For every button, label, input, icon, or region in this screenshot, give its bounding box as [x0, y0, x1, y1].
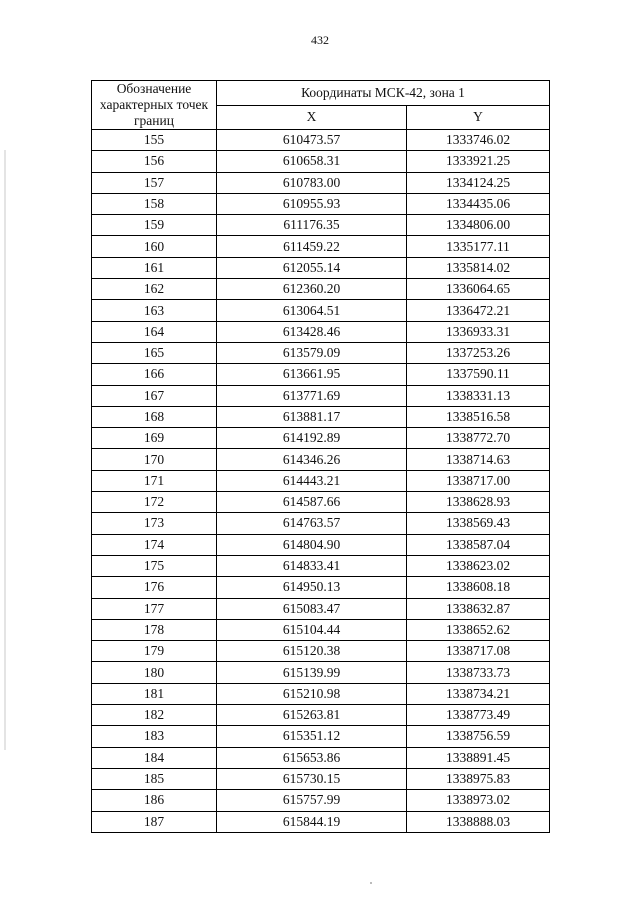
page-number: 432	[311, 33, 329, 47]
y-coordinate-cell: 1338569.43	[407, 513, 550, 534]
table-row	[92, 683, 550, 704]
y-coordinate-cell: 1337590.11	[407, 364, 550, 385]
y-coordinate-cell: 1338891.45	[407, 747, 550, 768]
x-coordinate-cell: 610783.00	[217, 172, 407, 193]
y-coordinate-cell: 1333921.25	[407, 151, 550, 172]
table-row	[92, 364, 550, 385]
x-coordinate-cell: 613064.51	[217, 300, 407, 321]
point-id-cell: 165	[92, 342, 217, 363]
y-coordinate-cell: 1338973.02	[407, 790, 550, 811]
table-row	[92, 768, 550, 789]
point-id-cell: 180	[92, 662, 217, 683]
x-coordinate-cell: 614587.66	[217, 492, 407, 513]
coordinates-table	[91, 80, 550, 833]
y-coordinate-cell: 1334806.00	[407, 215, 550, 236]
table-row	[92, 130, 550, 151]
scan-edge-shadow	[4, 150, 6, 750]
x-coordinate-cell: 611459.22	[217, 236, 407, 257]
x-coordinate-cell: 613579.09	[217, 342, 407, 363]
table-row	[92, 172, 550, 193]
y-coordinate-cell: 1338888.03	[407, 811, 550, 832]
y-coordinate-cell: 1338628.93	[407, 492, 550, 513]
table-row	[92, 726, 550, 747]
table-row	[92, 641, 550, 662]
point-id-cell: 156	[92, 151, 217, 172]
x-coordinate-cell: 615139.99	[217, 662, 407, 683]
point-id-cell: 171	[92, 470, 217, 491]
y-coordinate-cell: 1338773.49	[407, 705, 550, 726]
x-coordinate-cell: 615210.98	[217, 683, 407, 704]
point-id-cell: 173	[92, 513, 217, 534]
point-id-cell: 161	[92, 257, 217, 278]
point-id-cell: 187	[92, 811, 217, 832]
point-id-cell: 167	[92, 385, 217, 406]
point-id-cell: 172	[92, 492, 217, 513]
x-coordinate-cell: 615104.44	[217, 619, 407, 640]
point-id-cell: 179	[92, 641, 217, 662]
point-id-cell: 183	[92, 726, 217, 747]
table-row	[92, 449, 550, 470]
y-coordinate-cell: 1338608.18	[407, 577, 550, 598]
x-coordinate-cell: 614833.41	[217, 555, 407, 576]
table-row	[92, 492, 550, 513]
y-coordinate-cell: 1338516.58	[407, 406, 550, 427]
point-id-cell: 186	[92, 790, 217, 811]
point-id-cell: 160	[92, 236, 217, 257]
point-id-cell: 181	[92, 683, 217, 704]
y-coordinate-cell: 1337253.26	[407, 342, 550, 363]
point-id-cell: 185	[92, 768, 217, 789]
y-coordinate-cell: 1338652.62	[407, 619, 550, 640]
y-coordinate-cell: 1336472.21	[407, 300, 550, 321]
table-row	[92, 321, 550, 342]
table-row	[92, 279, 550, 300]
table-row	[92, 577, 550, 598]
table-row	[92, 811, 550, 832]
point-id-cell: 170	[92, 449, 217, 470]
x-coordinate-cell: 612360.20	[217, 279, 407, 300]
table-row	[92, 193, 550, 214]
y-coordinate-cell: 1338975.83	[407, 768, 550, 789]
point-id-cell: 163	[92, 300, 217, 321]
y-coordinate-cell: 1336933.31	[407, 321, 550, 342]
x-coordinate-cell: 615263.81	[217, 705, 407, 726]
table-row	[92, 342, 550, 363]
table-row	[92, 151, 550, 172]
x-coordinate-cell: 613428.46	[217, 321, 407, 342]
x-coordinate-cell: 610955.93	[217, 193, 407, 214]
y-coordinate-cell: 1338623.02	[407, 555, 550, 576]
point-id-cell: 169	[92, 428, 217, 449]
x-coordinate-cell: 612055.14	[217, 257, 407, 278]
y-coordinate-cell: 1338632.87	[407, 598, 550, 619]
table-row	[92, 598, 550, 619]
x-coordinate-cell: 615083.47	[217, 598, 407, 619]
y-coordinate-cell: 1333746.02	[407, 130, 550, 151]
table-row	[92, 300, 550, 321]
y-column-header: Y	[407, 105, 550, 130]
table-row	[92, 555, 550, 576]
point-id-cell: 157	[92, 172, 217, 193]
y-coordinate-cell: 1338733.73	[407, 662, 550, 683]
x-column-header: X	[217, 105, 407, 130]
point-id-cell: 158	[92, 193, 217, 214]
x-coordinate-cell: 613661.95	[217, 364, 407, 385]
point-id-cell: 184	[92, 747, 217, 768]
table-row	[92, 215, 550, 236]
table-row	[92, 406, 550, 427]
x-coordinate-cell: 615351.12	[217, 726, 407, 747]
y-coordinate-cell: 1338714.63	[407, 449, 550, 470]
table-row	[92, 236, 550, 257]
table-row	[92, 534, 550, 555]
x-coordinate-cell: 611176.35	[217, 215, 407, 236]
point-id-cell: 175	[92, 555, 217, 576]
y-coordinate-cell: 1338717.08	[407, 641, 550, 662]
point-id-cell: 178	[92, 619, 217, 640]
table-row	[92, 470, 550, 491]
y-coordinate-cell: 1335177.11	[407, 236, 550, 257]
point-id-cell: 177	[92, 598, 217, 619]
x-coordinate-cell: 614804.90	[217, 534, 407, 555]
x-coordinate-cell: 610658.31	[217, 151, 407, 172]
table-row	[92, 705, 550, 726]
x-coordinate-cell: 615757.99	[217, 790, 407, 811]
table-row	[92, 747, 550, 768]
point-id-cell: 176	[92, 577, 217, 598]
point-label-header: Обозначение характерных точек границ	[92, 81, 217, 130]
scan-speck	[370, 882, 372, 884]
coordinates-group-header: Координаты МСК-42, зона 1	[217, 81, 550, 106]
table-row	[92, 428, 550, 449]
point-id-cell: 162	[92, 279, 217, 300]
y-coordinate-cell: 1338734.21	[407, 683, 550, 704]
x-coordinate-cell: 614346.26	[217, 449, 407, 470]
y-coordinate-cell: 1338587.04	[407, 534, 550, 555]
y-coordinate-cell: 1334435.06	[407, 193, 550, 214]
x-coordinate-cell: 613881.17	[217, 406, 407, 427]
x-coordinate-cell: 614763.57	[217, 513, 407, 534]
y-coordinate-cell: 1338717.00	[407, 470, 550, 491]
y-coordinate-cell: 1338772.70	[407, 428, 550, 449]
point-id-cell: 159	[92, 215, 217, 236]
table-row	[92, 257, 550, 278]
y-coordinate-cell: 1335814.02	[407, 257, 550, 278]
x-coordinate-cell: 615730.15	[217, 768, 407, 789]
point-id-cell: 174	[92, 534, 217, 555]
table-row	[92, 513, 550, 534]
table-row	[92, 662, 550, 683]
x-coordinate-cell: 614192.89	[217, 428, 407, 449]
y-coordinate-cell: 1336064.65	[407, 279, 550, 300]
point-id-cell: 155	[92, 130, 217, 151]
y-coordinate-cell: 1334124.25	[407, 172, 550, 193]
table-row	[92, 619, 550, 640]
point-id-cell: 168	[92, 406, 217, 427]
x-coordinate-cell: 610473.57	[217, 130, 407, 151]
x-coordinate-cell: 613771.69	[217, 385, 407, 406]
point-id-cell: 166	[92, 364, 217, 385]
point-id-cell: 164	[92, 321, 217, 342]
point-id-cell: 182	[92, 705, 217, 726]
table-body	[92, 130, 550, 833]
x-coordinate-cell: 614443.21	[217, 470, 407, 491]
y-coordinate-cell: 1338756.59	[407, 726, 550, 747]
table-row	[92, 385, 550, 406]
y-coordinate-cell: 1338331.13	[407, 385, 550, 406]
x-coordinate-cell: 614950.13	[217, 577, 407, 598]
x-coordinate-cell: 615844.19	[217, 811, 407, 832]
x-coordinate-cell: 615120.38	[217, 641, 407, 662]
x-coordinate-cell: 615653.86	[217, 747, 407, 768]
table-row	[92, 790, 550, 811]
